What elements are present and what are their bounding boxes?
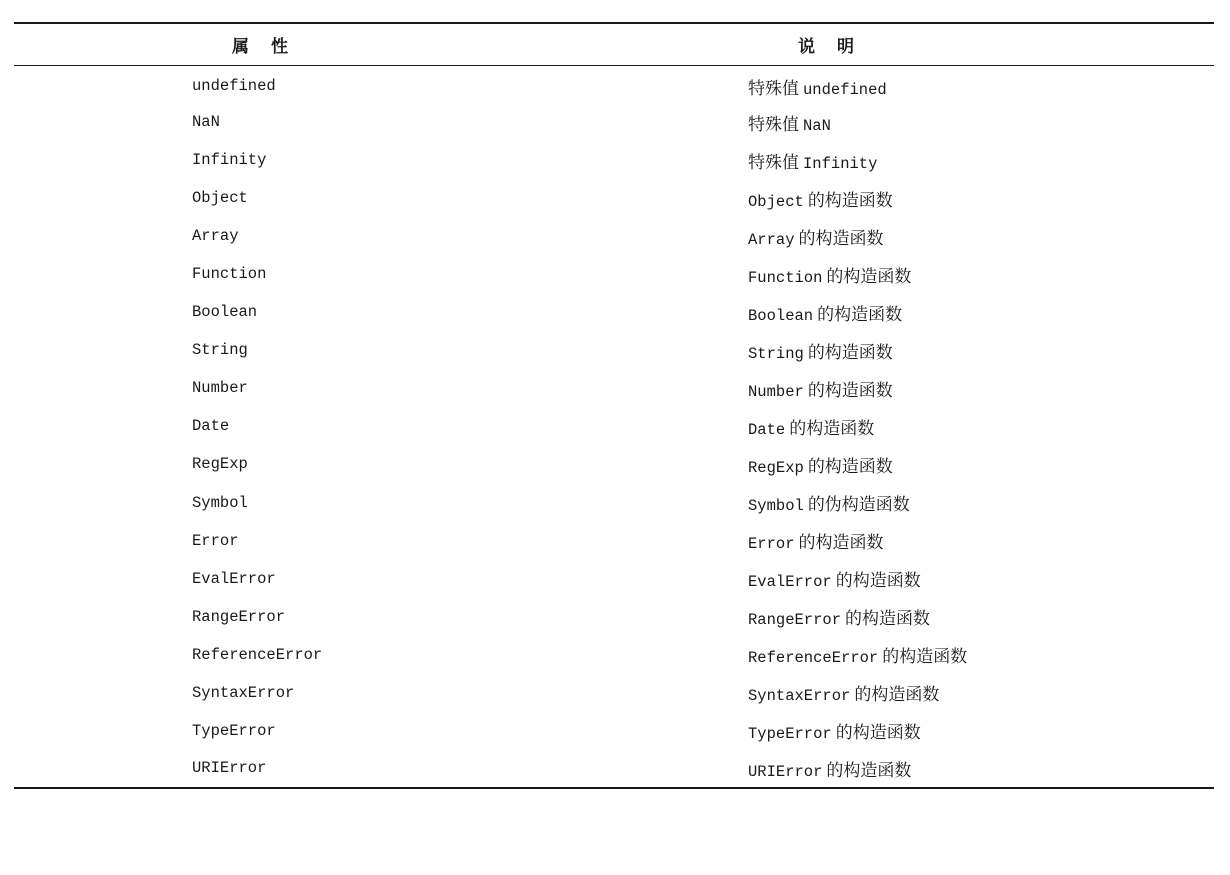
table-row <box>14 217 1214 255</box>
header-property: 属性 <box>14 23 514 65</box>
description-cell <box>514 522 1214 560</box>
description-cell <box>514 750 1214 788</box>
description-code: String <box>748 344 804 363</box>
description-code: NaN <box>803 116 831 135</box>
description-cell <box>514 484 1214 522</box>
description-code: Error <box>748 535 795 554</box>
description-code: SyntaxError <box>748 687 851 706</box>
description-suffix: 的构造函数 <box>798 228 884 249</box>
properties-table <box>14 22 1214 789</box>
property-cell: Object <box>192 189 248 208</box>
table-row <box>14 712 1214 750</box>
description-cell <box>514 293 1214 331</box>
description-code: Number <box>748 382 804 401</box>
property-cell: NaN <box>192 113 220 132</box>
property-cell: URIError <box>14 750 514 788</box>
table-row <box>14 598 1214 636</box>
description-cell <box>514 179 1214 217</box>
description-suffix: 的构造函数 <box>845 609 931 630</box>
property-cell: EvalError <box>192 569 276 588</box>
property-cell: TypeError <box>192 721 276 740</box>
property-cell: RegExp <box>192 455 248 474</box>
property-cell: Function <box>192 265 267 284</box>
table-row <box>14 293 1214 331</box>
description-code: Date <box>748 420 786 439</box>
table-row <box>14 331 1214 369</box>
description-suffix: 的构造函数 <box>807 190 893 211</box>
property-cell: undefined <box>192 77 276 96</box>
description-suffix: 的构造函数 <box>817 304 903 325</box>
description-cell <box>514 65 1214 103</box>
description-suffix: 的构造函数 <box>807 456 893 477</box>
property-cell: SyntaxError <box>192 683 295 702</box>
description-cell <box>514 712 1214 750</box>
description-cell <box>514 598 1214 636</box>
description-code: Symbol <box>748 497 804 516</box>
property-cell: Infinity <box>192 151 267 170</box>
table-row <box>14 141 1214 179</box>
description-cell <box>514 331 1214 369</box>
table-row <box>14 179 1214 217</box>
description-code: ReferenceError <box>748 649 879 668</box>
table-row <box>14 65 1214 103</box>
description-prefix: 特殊值 <box>748 152 799 173</box>
property-cell: ReferenceError <box>192 645 323 664</box>
header-row <box>14 23 1214 65</box>
description-suffix: 的构造函数 <box>826 760 912 781</box>
description-code: RegExp <box>748 458 804 477</box>
description-cell <box>514 255 1214 293</box>
description-code: EvalError <box>748 573 832 592</box>
description-suffix: 的构造函数 <box>826 266 912 287</box>
description-suffix: 的构造函数 <box>854 685 940 706</box>
description-cell <box>514 674 1214 712</box>
table-row <box>14 674 1214 712</box>
description-cell <box>514 369 1214 407</box>
description-suffix: 的构造函数 <box>882 647 968 668</box>
description-cell <box>514 636 1214 674</box>
description-suffix: 的构造函数 <box>798 533 884 554</box>
property-cell: Array <box>192 227 239 246</box>
description-code: URIError <box>748 762 823 781</box>
property-cell: RangeError <box>192 607 286 626</box>
table-row <box>14 484 1214 522</box>
table-row <box>14 522 1214 560</box>
description-suffix: 的伪构造函数 <box>807 495 910 516</box>
description-cell <box>514 217 1214 255</box>
header-description: 说明 <box>514 23 1214 65</box>
description-cell <box>514 560 1214 598</box>
table-header <box>14 23 1214 65</box>
description-code: undefined <box>803 80 887 99</box>
description-cell <box>514 445 1214 483</box>
description-cell <box>514 407 1214 445</box>
description-code: Object <box>748 192 804 211</box>
description-code: Array <box>748 230 795 249</box>
property-cell: Number <box>192 379 248 398</box>
description-cell <box>514 141 1214 179</box>
description-code: Boolean <box>748 306 814 325</box>
table-row <box>14 636 1214 674</box>
property-cell: Date <box>192 417 230 436</box>
property-cell: String <box>192 341 248 360</box>
description-suffix: 的构造函数 <box>835 723 921 744</box>
table-row <box>14 369 1214 407</box>
table-row <box>14 560 1214 598</box>
description-prefix: 特殊值 <box>748 114 799 135</box>
table-row <box>14 103 1214 141</box>
table-row <box>14 750 1214 788</box>
property-cell: Boolean <box>192 303 258 322</box>
table-row <box>14 255 1214 293</box>
description-cell <box>514 103 1214 141</box>
table-body <box>14 65 1214 788</box>
description-prefix: 特殊值 <box>748 78 799 99</box>
property-cell: Symbol <box>192 493 248 512</box>
description-code: Function <box>748 268 823 287</box>
property-cell: Error <box>192 531 239 550</box>
description-code: RangeError <box>748 611 842 630</box>
table-row <box>14 445 1214 483</box>
description-code: Infinity <box>803 154 878 173</box>
description-suffix: 的构造函数 <box>789 418 875 439</box>
description-suffix: 的构造函数 <box>807 342 893 363</box>
description-suffix: 的构造函数 <box>807 380 893 401</box>
table-row <box>14 407 1214 445</box>
description-suffix: 的构造函数 <box>835 571 921 592</box>
description-code: TypeError <box>748 725 832 744</box>
